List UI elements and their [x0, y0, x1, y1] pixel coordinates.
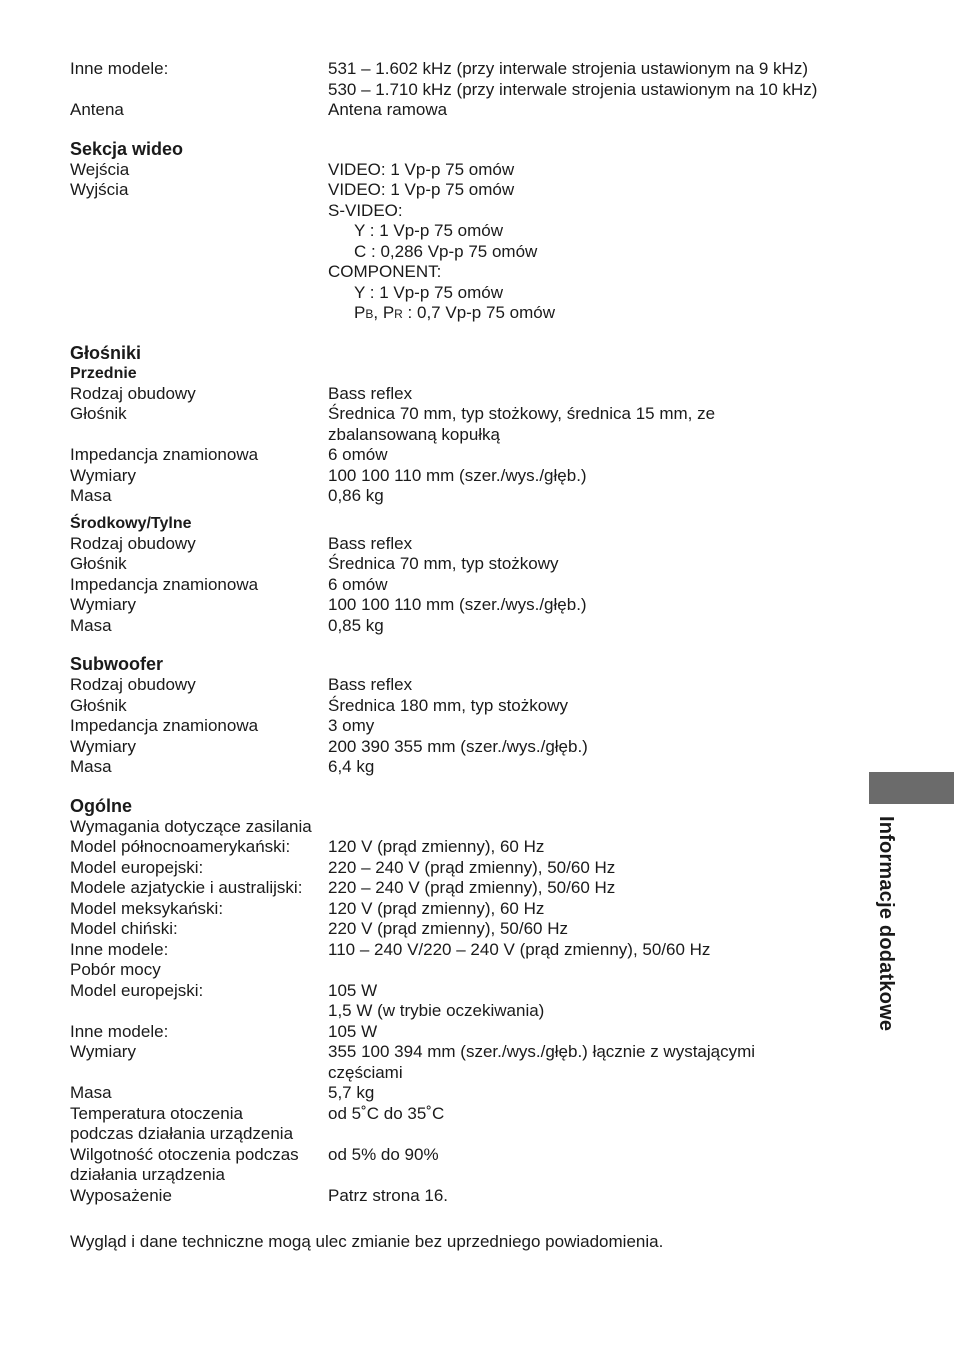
section-title-video: Sekcja wideo: [70, 138, 184, 159]
spec-row: [70, 1165, 870, 1186]
spec-row: [70, 1186, 870, 1207]
center-spec-list: [70, 534, 870, 637]
spec-value: 110 – 240 V/220 – 240 V (prąd zmienny), 50/60 Hz: [328, 939, 711, 959]
spec-value: od 5˚C do 35˚C: [328, 1103, 445, 1123]
subwoofer-spec-list: [70, 675, 870, 778]
spec-label: Masa: [70, 757, 112, 776]
spec-value: VIDEO: 1 Vp-p 75 omów: [328, 180, 515, 199]
spec-page: [70, 59, 870, 1253]
spec-row: [70, 696, 870, 717]
spec-row: [70, 960, 870, 981]
spec-row: [70, 940, 870, 961]
spec-row: [70, 1083, 870, 1104]
spec-value: 6 omów: [328, 445, 388, 464]
subsection-title-center-rear: Środkowy/Tylne: [70, 514, 192, 532]
spec-value: 120 V (prąd zmienny), 60 Hz: [328, 837, 545, 856]
spec-value: Średnica 70 mm, typ stożkowy, średnica 15 mm, ze zbalansowaną kopułką: [328, 404, 716, 444]
front-spec-list: [70, 384, 870, 507]
spec-value: 0,86 kg: [328, 486, 384, 505]
spec-value: VIDEO: 1 Vp-p 75 omów: [328, 159, 515, 179]
side-tab: [866, 816, 906, 1062]
spec-label: Model europejski:: [70, 857, 204, 877]
spec-row: [70, 303, 870, 325]
spec-row: [70, 1022, 870, 1043]
spec-label: Model północnoamerykański:: [70, 837, 291, 856]
spec-value: 0,85 kg: [328, 615, 384, 635]
spec-label: Masa: [70, 486, 112, 505]
spec-value: 220 – 240 V (prąd zmienny), 50/60 Hz: [328, 878, 616, 897]
spec-value: Bass reflex: [328, 533, 413, 553]
spec-label: Inne modele:: [70, 939, 169, 959]
spec-label: działania urządzenia: [70, 1165, 225, 1184]
pbpr-value: PB, PR : 0,7 Vp-p 75 omów: [354, 303, 555, 322]
spec-label: Antena: [70, 100, 124, 119]
spec-label: Wyposażenie: [70, 1185, 172, 1205]
spec-value: Średnica 180 mm, typ stożkowy: [328, 695, 568, 715]
spec-value: Bass reflex: [328, 383, 413, 403]
spec-value: 200 390 355 mm (szer./wys./głęb.): [328, 736, 588, 756]
spec-value: od 5% do 90%: [328, 1144, 439, 1164]
spec-value: Antena ramowa: [328, 100, 448, 119]
spec-label: Wymagania dotyczące zasilania: [70, 816, 312, 836]
spec-row: [70, 404, 870, 445]
spec-row: [70, 1145, 870, 1166]
spec-row: [70, 445, 870, 466]
spec-value: 355 100 394 mm (szer./wys./głęb.) łącznie z wystającymi częściami: [328, 1042, 756, 1082]
spec-value: Y : 1 Vp-p 75 omów: [354, 282, 503, 302]
spec-label: Rodzaj obudowy: [70, 533, 196, 553]
section-title-speakers: Głośniki: [70, 342, 142, 363]
spec-row: [70, 575, 870, 596]
spec-row: [70, 1124, 870, 1145]
spec-value: 100 100 110 mm (szer./wys./głęb.): [328, 595, 587, 614]
spec-row: [70, 675, 870, 696]
spec-label: Impedancja znamionowa: [70, 445, 259, 464]
spec-value: Średnica 70 mm, typ stożkowy: [328, 554, 559, 573]
spec-label: Masa: [70, 615, 112, 635]
spec-row: [70, 837, 870, 858]
spec-value: 6 omów: [328, 574, 388, 594]
side-tab-marker: [869, 772, 954, 804]
spec-label: Model europejski:: [70, 980, 204, 1000]
spec-value: 100 100 110 mm (szer./wys./głęb.): [328, 465, 587, 485]
spec-row: [70, 201, 870, 222]
spec-row: [70, 616, 870, 637]
spec-label: podczas działania urządzenia: [70, 1124, 294, 1143]
spec-row: [70, 737, 870, 758]
spec-label: Modele azjatyckie i australijski:: [70, 878, 303, 897]
spec-label: Temperatura otoczenia: [70, 1103, 243, 1123]
spec-row: [70, 384, 870, 405]
spec-label: Wymiary: [70, 595, 136, 614]
spec-row: [70, 1104, 870, 1125]
spec-row: [70, 595, 870, 616]
spec-row: [70, 534, 870, 555]
spec-value: 220 – 240 V (prąd zmienny), 50/60 Hz: [328, 857, 616, 877]
spec-row: [70, 899, 870, 920]
spec-label: Rodzaj obudowy: [70, 675, 196, 694]
section-title-general: Ogólne: [70, 795, 132, 816]
spec-row: [70, 221, 870, 242]
spec-row: [70, 160, 870, 181]
spec-label: Pobór mocy: [70, 960, 161, 979]
spec-label: Masa: [70, 1083, 112, 1102]
spec-label: Głośnik: [70, 404, 127, 423]
spec-value: COMPONENT:: [328, 262, 442, 281]
spec-row: [70, 100, 870, 121]
spec-row: [70, 466, 870, 487]
footer-note: Wygląd i dane techniczne mogą ulec zmianie bez uprzedniego powiadomienia.: [70, 1232, 664, 1251]
spec-label: Model meksykański:: [70, 898, 224, 918]
spec-row: [70, 242, 870, 263]
spec-row: [70, 1042, 870, 1083]
spec-row: [70, 757, 870, 778]
spec-row: [70, 817, 870, 838]
spec-row: [70, 878, 870, 899]
spec-row: [70, 486, 870, 507]
spec-value: 120 V (prąd zmienny), 60 Hz: [328, 898, 545, 918]
general-spec-list: [70, 817, 870, 1207]
spec-label: Głośnik: [70, 554, 127, 573]
spec-value: 531 – 1.602 kHz (przy interwale strojenia ustawionym na 9 kHz): [328, 59, 808, 78]
spec-row: [70, 858, 870, 879]
spec-row: [70, 283, 870, 304]
spec-value: 6,4 kg: [328, 757, 375, 776]
spec-value: 220 V (prąd zmienny), 50/60 Hz: [328, 919, 569, 938]
spec-value: 105 W: [328, 1021, 378, 1041]
spec-value: 1,5 W (w trybie oczekiwania): [328, 1001, 545, 1020]
spec-row: [70, 80, 870, 101]
spec-label: Wymiary: [70, 465, 136, 485]
spec-row: [70, 59, 870, 80]
spec-label: Wymiary: [70, 736, 136, 756]
spec-label: Głośnik: [70, 695, 127, 715]
spec-row: [70, 1001, 870, 1022]
spec-label: Model chiński:: [70, 919, 178, 938]
spec-label: Rodzaj obudowy: [70, 383, 196, 403]
spec-row: [70, 262, 870, 283]
spec-row: [70, 554, 870, 575]
spec-row: [70, 180, 870, 201]
spec-label: Impedancja znamionowa: [70, 716, 259, 735]
spec-label: Inne modele:: [70, 1021, 169, 1041]
spec-label: Wyjścia: [70, 180, 129, 199]
video-spec-list: [70, 160, 870, 304]
spec-label: Inne modele:: [70, 59, 169, 78]
spec-value: 3 omy: [328, 716, 375, 735]
side-tab-label: Informacje dodatkowe: [875, 816, 897, 1032]
spec-value: C : 0,286 Vp-p 75 omów: [354, 241, 538, 261]
spec-row: [70, 919, 870, 940]
spec-value: Y : 1 Vp-p 75 omów: [354, 221, 503, 240]
spec-label: Impedancja znamionowa: [70, 574, 259, 594]
spec-value: S-VIDEO:: [328, 200, 403, 220]
section-title-subwoofer: Subwoofer: [70, 654, 163, 674]
spec-value: 105 W: [328, 980, 378, 1000]
spec-value: 530 – 1.710 kHz (przy interwale strojenia ustawionym na 10 kHz): [328, 79, 818, 99]
spec-row: [70, 981, 870, 1002]
spec-value: Bass reflex: [328, 675, 413, 694]
spec-label: Wejścia: [70, 159, 130, 179]
spec-label: Wymiary: [70, 1042, 136, 1061]
spec-value: 5,7 kg: [328, 1083, 375, 1102]
spec-row: [70, 716, 870, 737]
spec-label: Wilgotność otoczenia podczas: [70, 1144, 299, 1164]
subsection-title-front: Przednie: [70, 364, 137, 382]
spec-value: Patrz strona 16.: [328, 1185, 449, 1205]
